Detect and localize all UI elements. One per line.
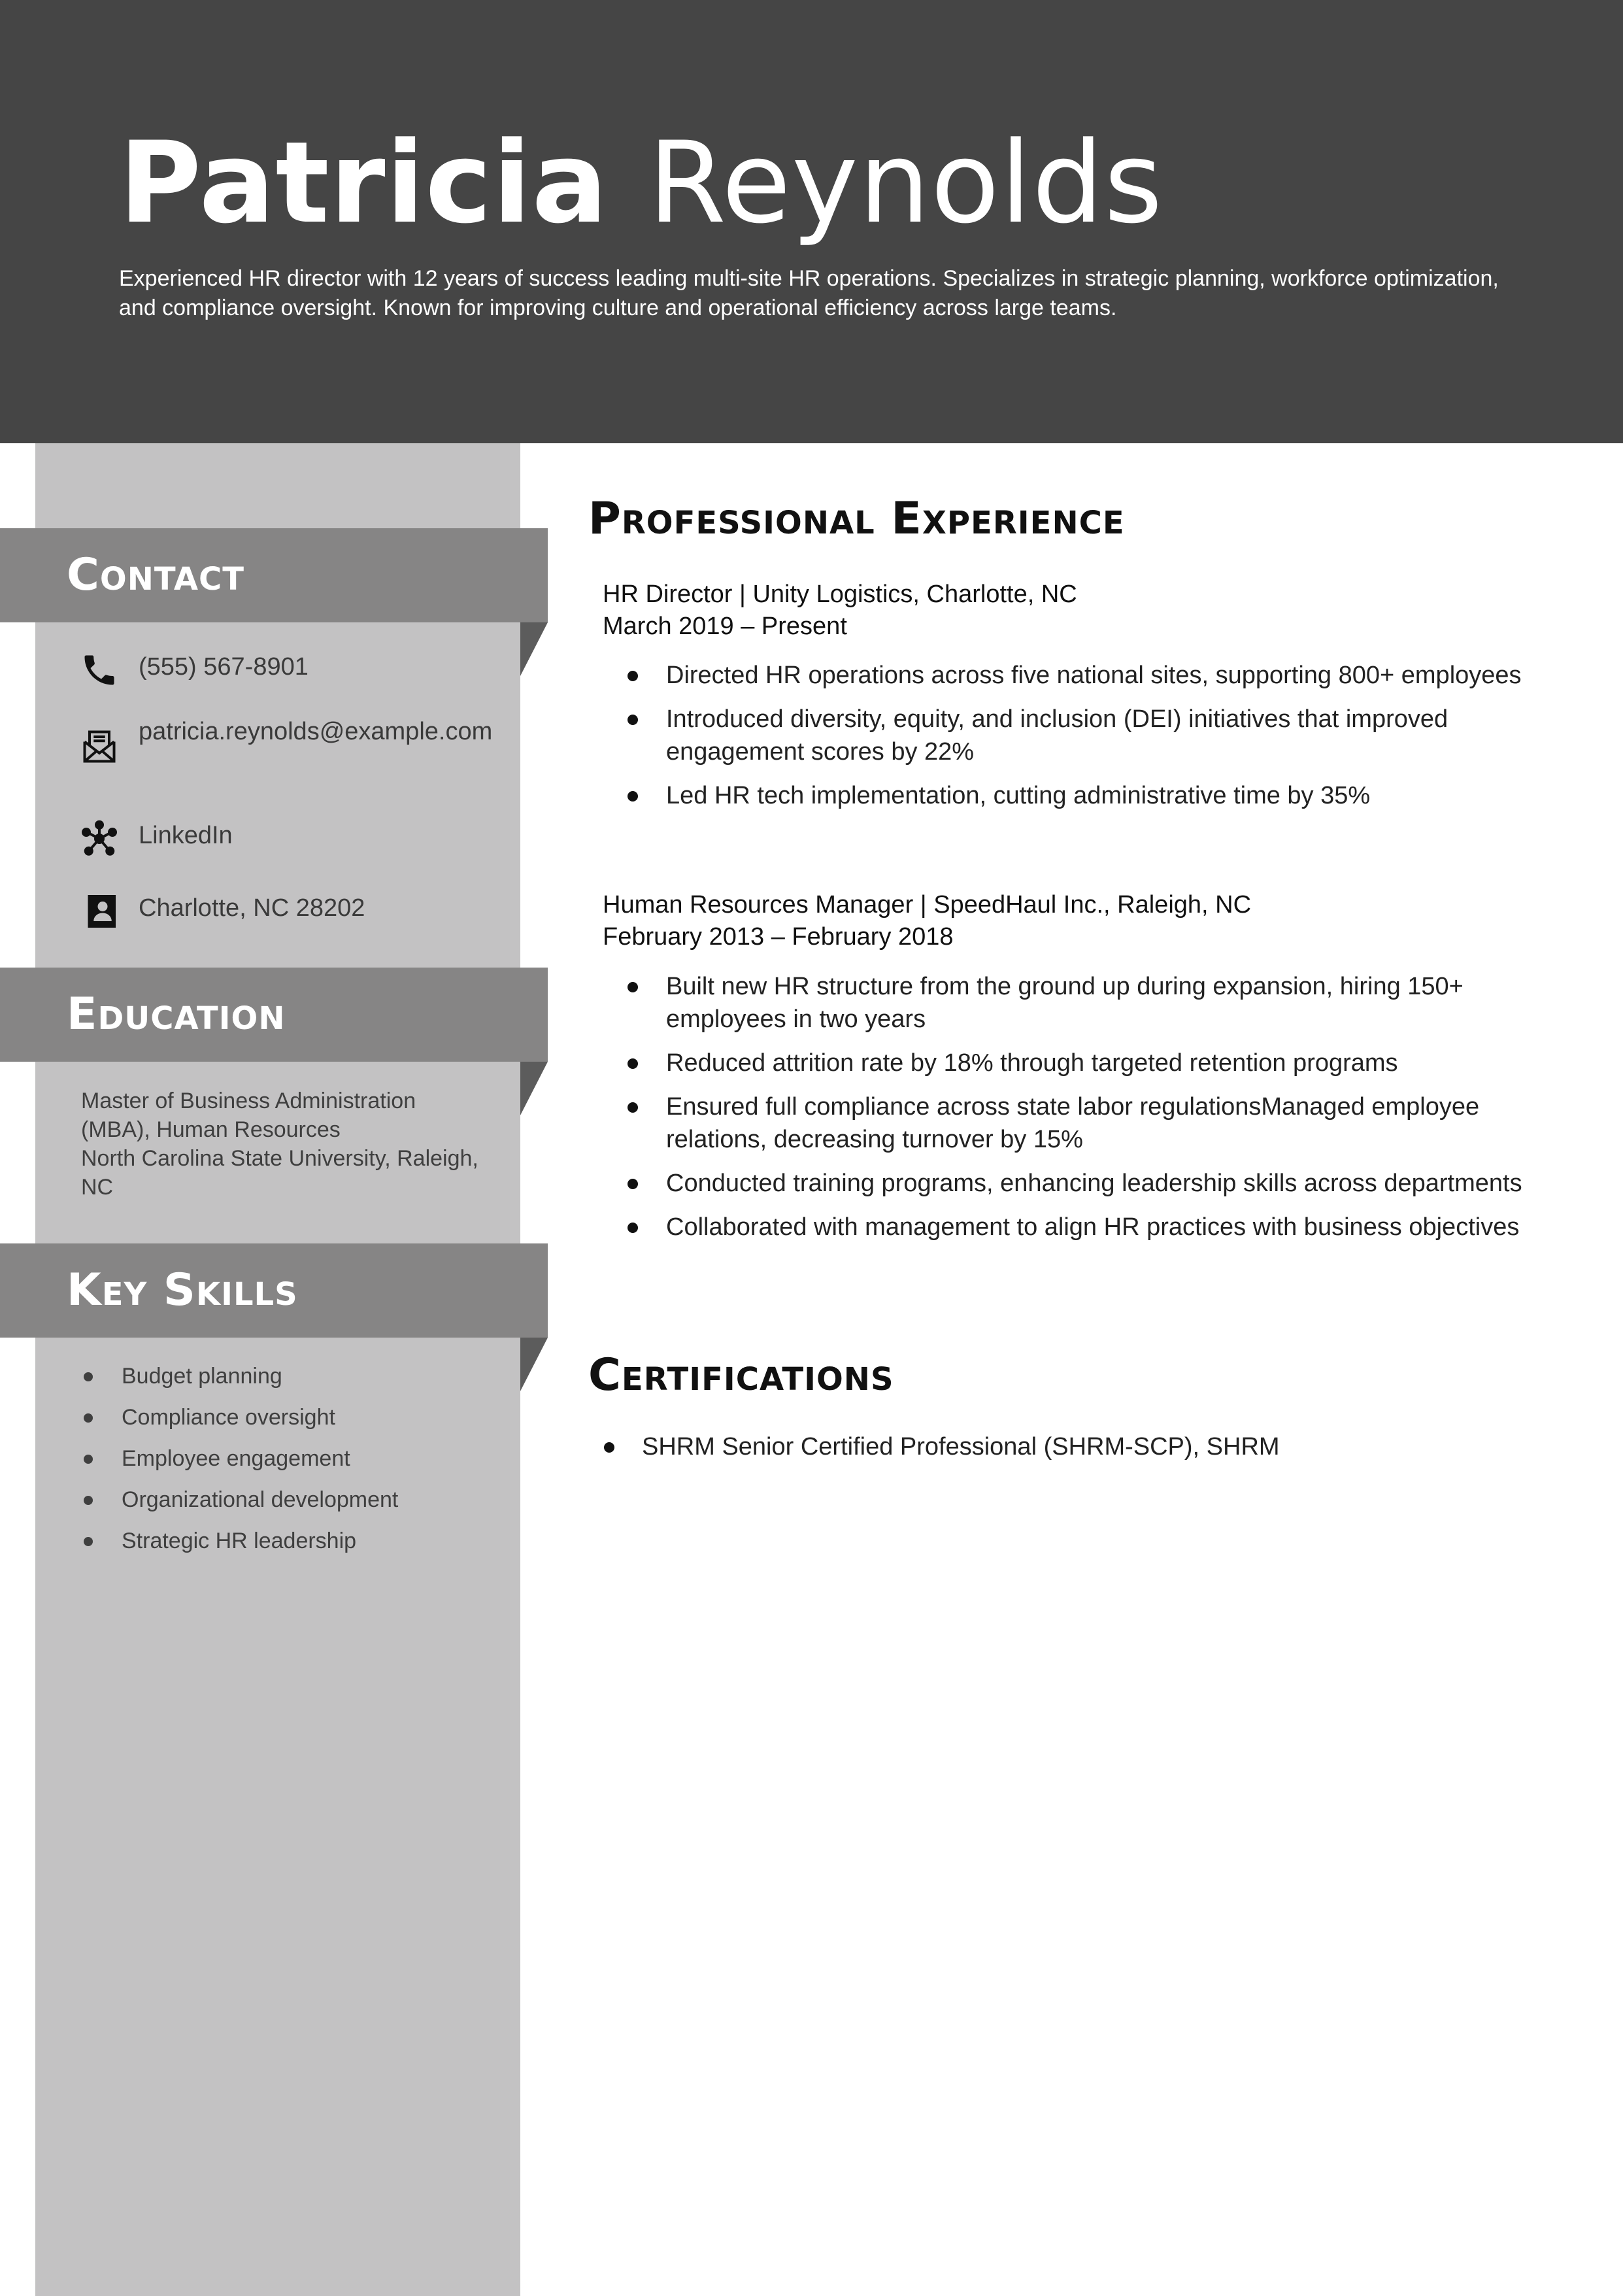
candidate-name [119, 118, 1163, 248]
address-icon [80, 892, 119, 931]
phone-icon [80, 650, 119, 690]
skills-list [81, 1360, 398, 1566]
job-bullet: Directed HR operations across five national sites, supporting 800+ employees [627, 659, 1556, 692]
skills-section-heading [0, 1243, 548, 1338]
location: Charlotte, NC 28202 [139, 894, 365, 922]
education-section-heading [0, 968, 548, 1062]
job-title: HR Director | Unity Logistics, Charlotte, NC [603, 581, 1077, 608]
linkedin-icon [80, 819, 119, 858]
job-dates: February 2013 – February 2018 [603, 923, 954, 951]
certification-item: SHRM Senior Certified Professional (SHRM-SCP), SHRM [604, 1430, 1558, 1463]
first-name: Patricia [119, 117, 609, 248]
school: North Carolina State University, Raleigh, NC [81, 1146, 478, 1200]
certifications-heading: Certifications [588, 1349, 894, 1401]
job-title: Human Resources Manager | SpeedHaul Inc., Raleigh, NC [603, 891, 1252, 919]
skill-item: Compliance oversight [81, 1401, 398, 1442]
job-bullet: Reduced attrition rate by 18% through targeted retention programs [627, 1047, 1556, 1079]
last-name: Reynolds [648, 117, 1163, 248]
job-bullet: Ensured full compliance across state labor regulationsManaged employee relations, decreasing turnover by 15% [627, 1090, 1556, 1156]
header-banner [0, 0, 1623, 443]
contact-section-heading [0, 528, 548, 622]
skill-item: Employee engagement [81, 1442, 398, 1483]
job-bullet: Collaborated with management to align HR practices with business objectives [627, 1211, 1556, 1243]
degree: Master of Business Administration (MBA), Human Resources [81, 1089, 416, 1142]
education-entry [81, 1087, 486, 1202]
education-heading: Education [67, 988, 286, 1040]
contact-heading: Contact [67, 549, 245, 601]
skill-item: Strategic HR leadership [81, 1525, 398, 1566]
job-bullet: Introduced diversity, equity, and inclusion (DEI) initiatives that improved engagement scores by 22% [627, 703, 1556, 768]
job-bullet: Built new HR structure from the ground up during expansion, hiring 150+ employees in two years [627, 970, 1556, 1036]
education-heading-fold [520, 1062, 548, 1115]
skill-item: Budget planning [81, 1360, 398, 1401]
job-bullets [627, 659, 1556, 823]
phone-number: (555) 567-8901 [139, 653, 309, 681]
email-icon [80, 727, 119, 766]
job-dates: March 2019 – Present [603, 613, 847, 640]
job-bullets [627, 970, 1556, 1255]
email-address: patricia.reynolds@example.com [139, 718, 493, 745]
certifications-list [604, 1430, 1558, 1463]
job-bullet: Led HR tech implementation, cutting administrative time by 35% [627, 779, 1556, 812]
job-bullet: Conducted training programs, enhancing leadership skills across departments [627, 1167, 1556, 1200]
skills-heading-fold [520, 1338, 548, 1391]
skills-heading: Key Skills [67, 1264, 298, 1316]
linkedin-link: LinkedIn [139, 822, 233, 849]
experience-heading: Professional Experience [588, 493, 1125, 545]
skill-item: Organizational development [81, 1483, 398, 1525]
profile-summary: Experienced HR director with 12 years of success leading multi-site HR operations. Specializes in strategic planning, workforce optimization, and compliance oversight. Known for improving culture and operational efficiency across large teams. [119, 266, 1499, 320]
